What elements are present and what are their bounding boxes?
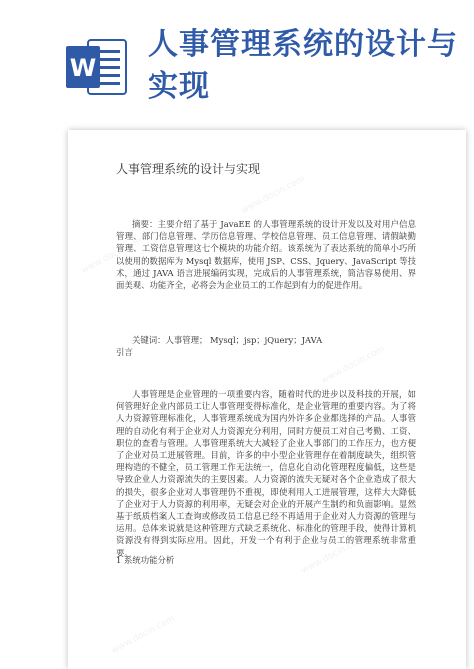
keywords-line: 关键词：人事管理； Mysql；jsp；jQuery；JAVA [132, 335, 323, 345]
watermark: www.docin.com [299, 534, 367, 576]
document-title: 人事管理系统的设计与实现 [116, 162, 261, 176]
abstract-paragraph: 摘要：主要介绍了基于 JavaEE 的人事管理系统的设计开发以及对用户信息管理、部门信息管理、学历信息管理、学校信息管理、员工信息管理、请假缺勤管理、工资信息管理这七个模块的功能介绍。该系统为了表达系统的简单小巧所以使用的数据库为 Mysql 数据库，使用 JSP、CSS、Jquery、JavaScript 等技术，通过 JAVA 语言进展编码实现，完成后的人事管理系统，简洁容易使用、界面美观、功能齐全，必将会为企业员工的工作起到有力的促进作用。 [116, 219, 416, 291]
watermark: www.docin.com [109, 614, 177, 656]
document-page [68, 130, 466, 669]
section-heading-1: 1 系统功能分析 [116, 555, 175, 565]
word-logo-letter: W [69, 54, 97, 82]
banner-title: 人事管理系统的设计与实现 [148, 27, 458, 104]
watermark: www.docin.com [129, 444, 197, 486]
watermark: www.docin.com [319, 344, 387, 386]
watermark: www.docin.com [239, 174, 307, 216]
watermark: www.docin.com [79, 234, 147, 276]
header-banner [0, 0, 474, 125]
word-document-icon [66, 36, 128, 98]
intro-paragraph: 人事管理是企业管理的一项重要内容，随着时代的进步以及科技的开展，如何管理好企业内部员工让人事管理变得标准化，是企业管理的重要内容。为了将人力资源管理标准化，人事管理系统成为国内外许多企业都选择的产品。人事管理的自动化有利于企业对人力资源充分利用，同时方便员工对自己考勤、工资、职位的查看与管理。人事管理系统大大减轻了企业人事部门的工作压力，也方便了企业对员工进展管理。目前，许多的中小型企业管理存在着制度缺失，组织管理构造的不健全，员工管理工作无法统一，信息化自动化管理程度偏低，这些是导致企业人力资源流失的主要因素。人力资源的流失无疑对各个企业造成了很大的损失，很多企业对人事管理仍不重视，即使利用人工进展管理，这样大大降低了企业对于人力资源的利用率，无疑会对企业的开展产生制约和负面影响。显然基于纸质档案人工查询或修改员工信息已经不再适用于企业对人力资源的管理与运用。总体来说就是这种管理方式缺乏系统化、标准化的管理手段，使得计算机资源没有得到实际应用。因此，开发一个有利于企业与员工的管理系统非常重要。 [116, 389, 416, 558]
intro-heading: 引言 [116, 347, 133, 357]
